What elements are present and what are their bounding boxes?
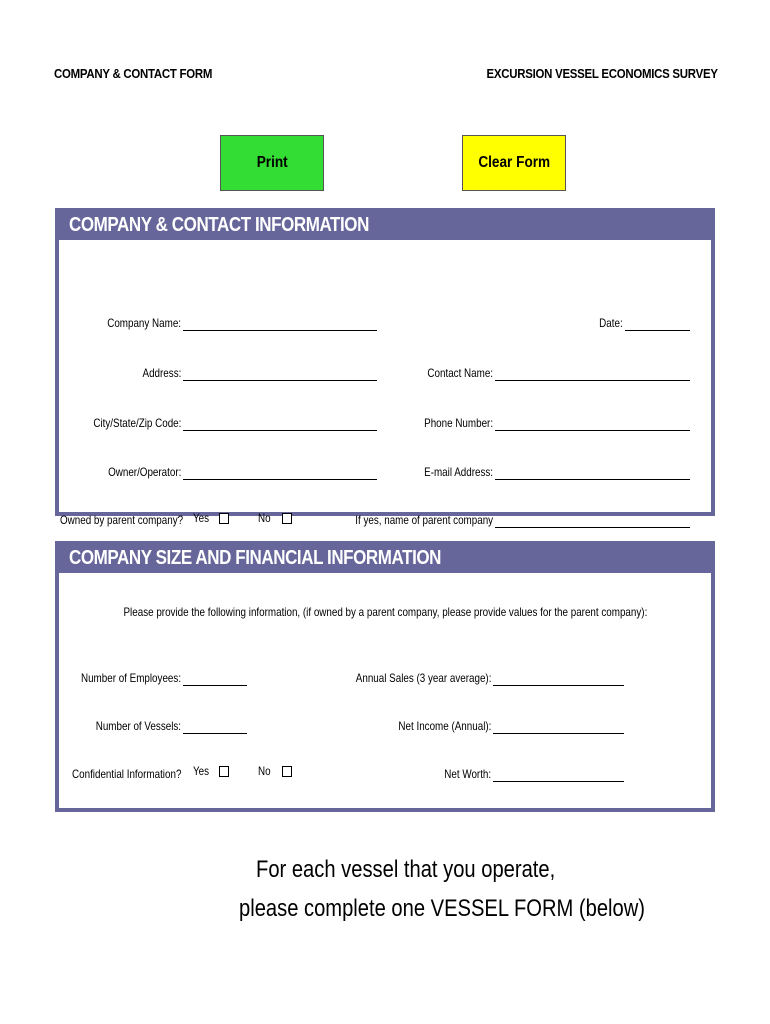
city-state-zip-label: City/State/Zip Code: bbox=[92, 416, 181, 430]
date-field[interactable] bbox=[625, 330, 690, 331]
net-worth-field[interactable] bbox=[493, 781, 624, 782]
survey-title: EXCURSION VESSEL ECONOMICS SURVEY bbox=[486, 66, 718, 81]
net-worth-label: Net Worth: bbox=[444, 767, 491, 781]
form-title: COMPANY & CONTACT FORM bbox=[54, 66, 213, 81]
financial-body bbox=[59, 573, 711, 808]
annual-sales-label: Annual Sales (3 year average): bbox=[355, 671, 491, 685]
confidential-yes-checkbox[interactable] bbox=[219, 766, 229, 777]
clear-form-button[interactable] bbox=[462, 135, 566, 191]
company-name-label: Company Name: bbox=[107, 316, 181, 330]
parent-no-label: No bbox=[258, 511, 271, 525]
contact-name-label: Contact Name: bbox=[427, 366, 493, 380]
phone-number-label: Phone Number: bbox=[424, 416, 493, 430]
net-income-field[interactable] bbox=[493, 733, 624, 734]
confidential-no-checkbox[interactable] bbox=[282, 766, 292, 777]
email-address-field[interactable] bbox=[495, 479, 690, 480]
print-button-label: Print bbox=[256, 154, 288, 171]
financial-section bbox=[55, 541, 715, 812]
city-state-zip-field[interactable] bbox=[183, 430, 377, 431]
clear-form-button-label: Clear Form bbox=[478, 154, 550, 171]
owner-operator-label: Owner/Operator: bbox=[107, 465, 181, 479]
date-label: Date: bbox=[599, 316, 623, 330]
owner-operator-field[interactable] bbox=[183, 479, 377, 480]
print-button[interactable] bbox=[220, 135, 324, 191]
parent-yes-checkbox[interactable] bbox=[219, 513, 229, 524]
parent-name-label: If yes, name of parent company bbox=[355, 513, 493, 527]
confidential-yes-label: Yes bbox=[193, 764, 210, 778]
employees-field[interactable] bbox=[183, 685, 247, 686]
vessel-instruction-line2: please complete one VESSEL FORM (below) bbox=[239, 895, 645, 922]
employees-label: Number of Employees: bbox=[80, 671, 181, 685]
parent-name-field[interactable] bbox=[495, 527, 690, 528]
address-label: Address: bbox=[142, 366, 181, 380]
instructions-note: Please provide the following information, (if owned by a parent company, please provide values for the parent company): bbox=[123, 605, 647, 619]
company-name-field[interactable] bbox=[183, 330, 377, 331]
contact-name-field[interactable] bbox=[495, 380, 690, 381]
confidential-label: Confidential Information? bbox=[71, 767, 181, 781]
email-address-label: E-mail Address: bbox=[424, 465, 493, 479]
net-income-label: Net Income (Annual): bbox=[398, 719, 491, 733]
company-contact-section bbox=[55, 208, 715, 527]
section-title: COMPANY & CONTACT INFORMATION bbox=[69, 214, 369, 236]
parent-company-label: Owned by parent company? bbox=[59, 513, 183, 527]
parent-yes-label: Yes bbox=[193, 511, 210, 525]
parent-no-checkbox[interactable] bbox=[282, 513, 292, 524]
annual-sales-field[interactable] bbox=[493, 685, 624, 686]
phone-number-field[interactable] bbox=[495, 430, 690, 431]
vessel-instruction-line1: For each vessel that you operate, bbox=[256, 856, 556, 883]
vessels-field[interactable] bbox=[183, 733, 247, 734]
confidential-no-label: No bbox=[258, 764, 271, 778]
company-contact-body bbox=[59, 240, 711, 527]
vessels-label: Number of Vessels: bbox=[95, 719, 181, 733]
section-title: COMPANY SIZE AND FINANCIAL INFORMATION bbox=[69, 547, 442, 569]
address-field[interactable] bbox=[183, 380, 377, 381]
